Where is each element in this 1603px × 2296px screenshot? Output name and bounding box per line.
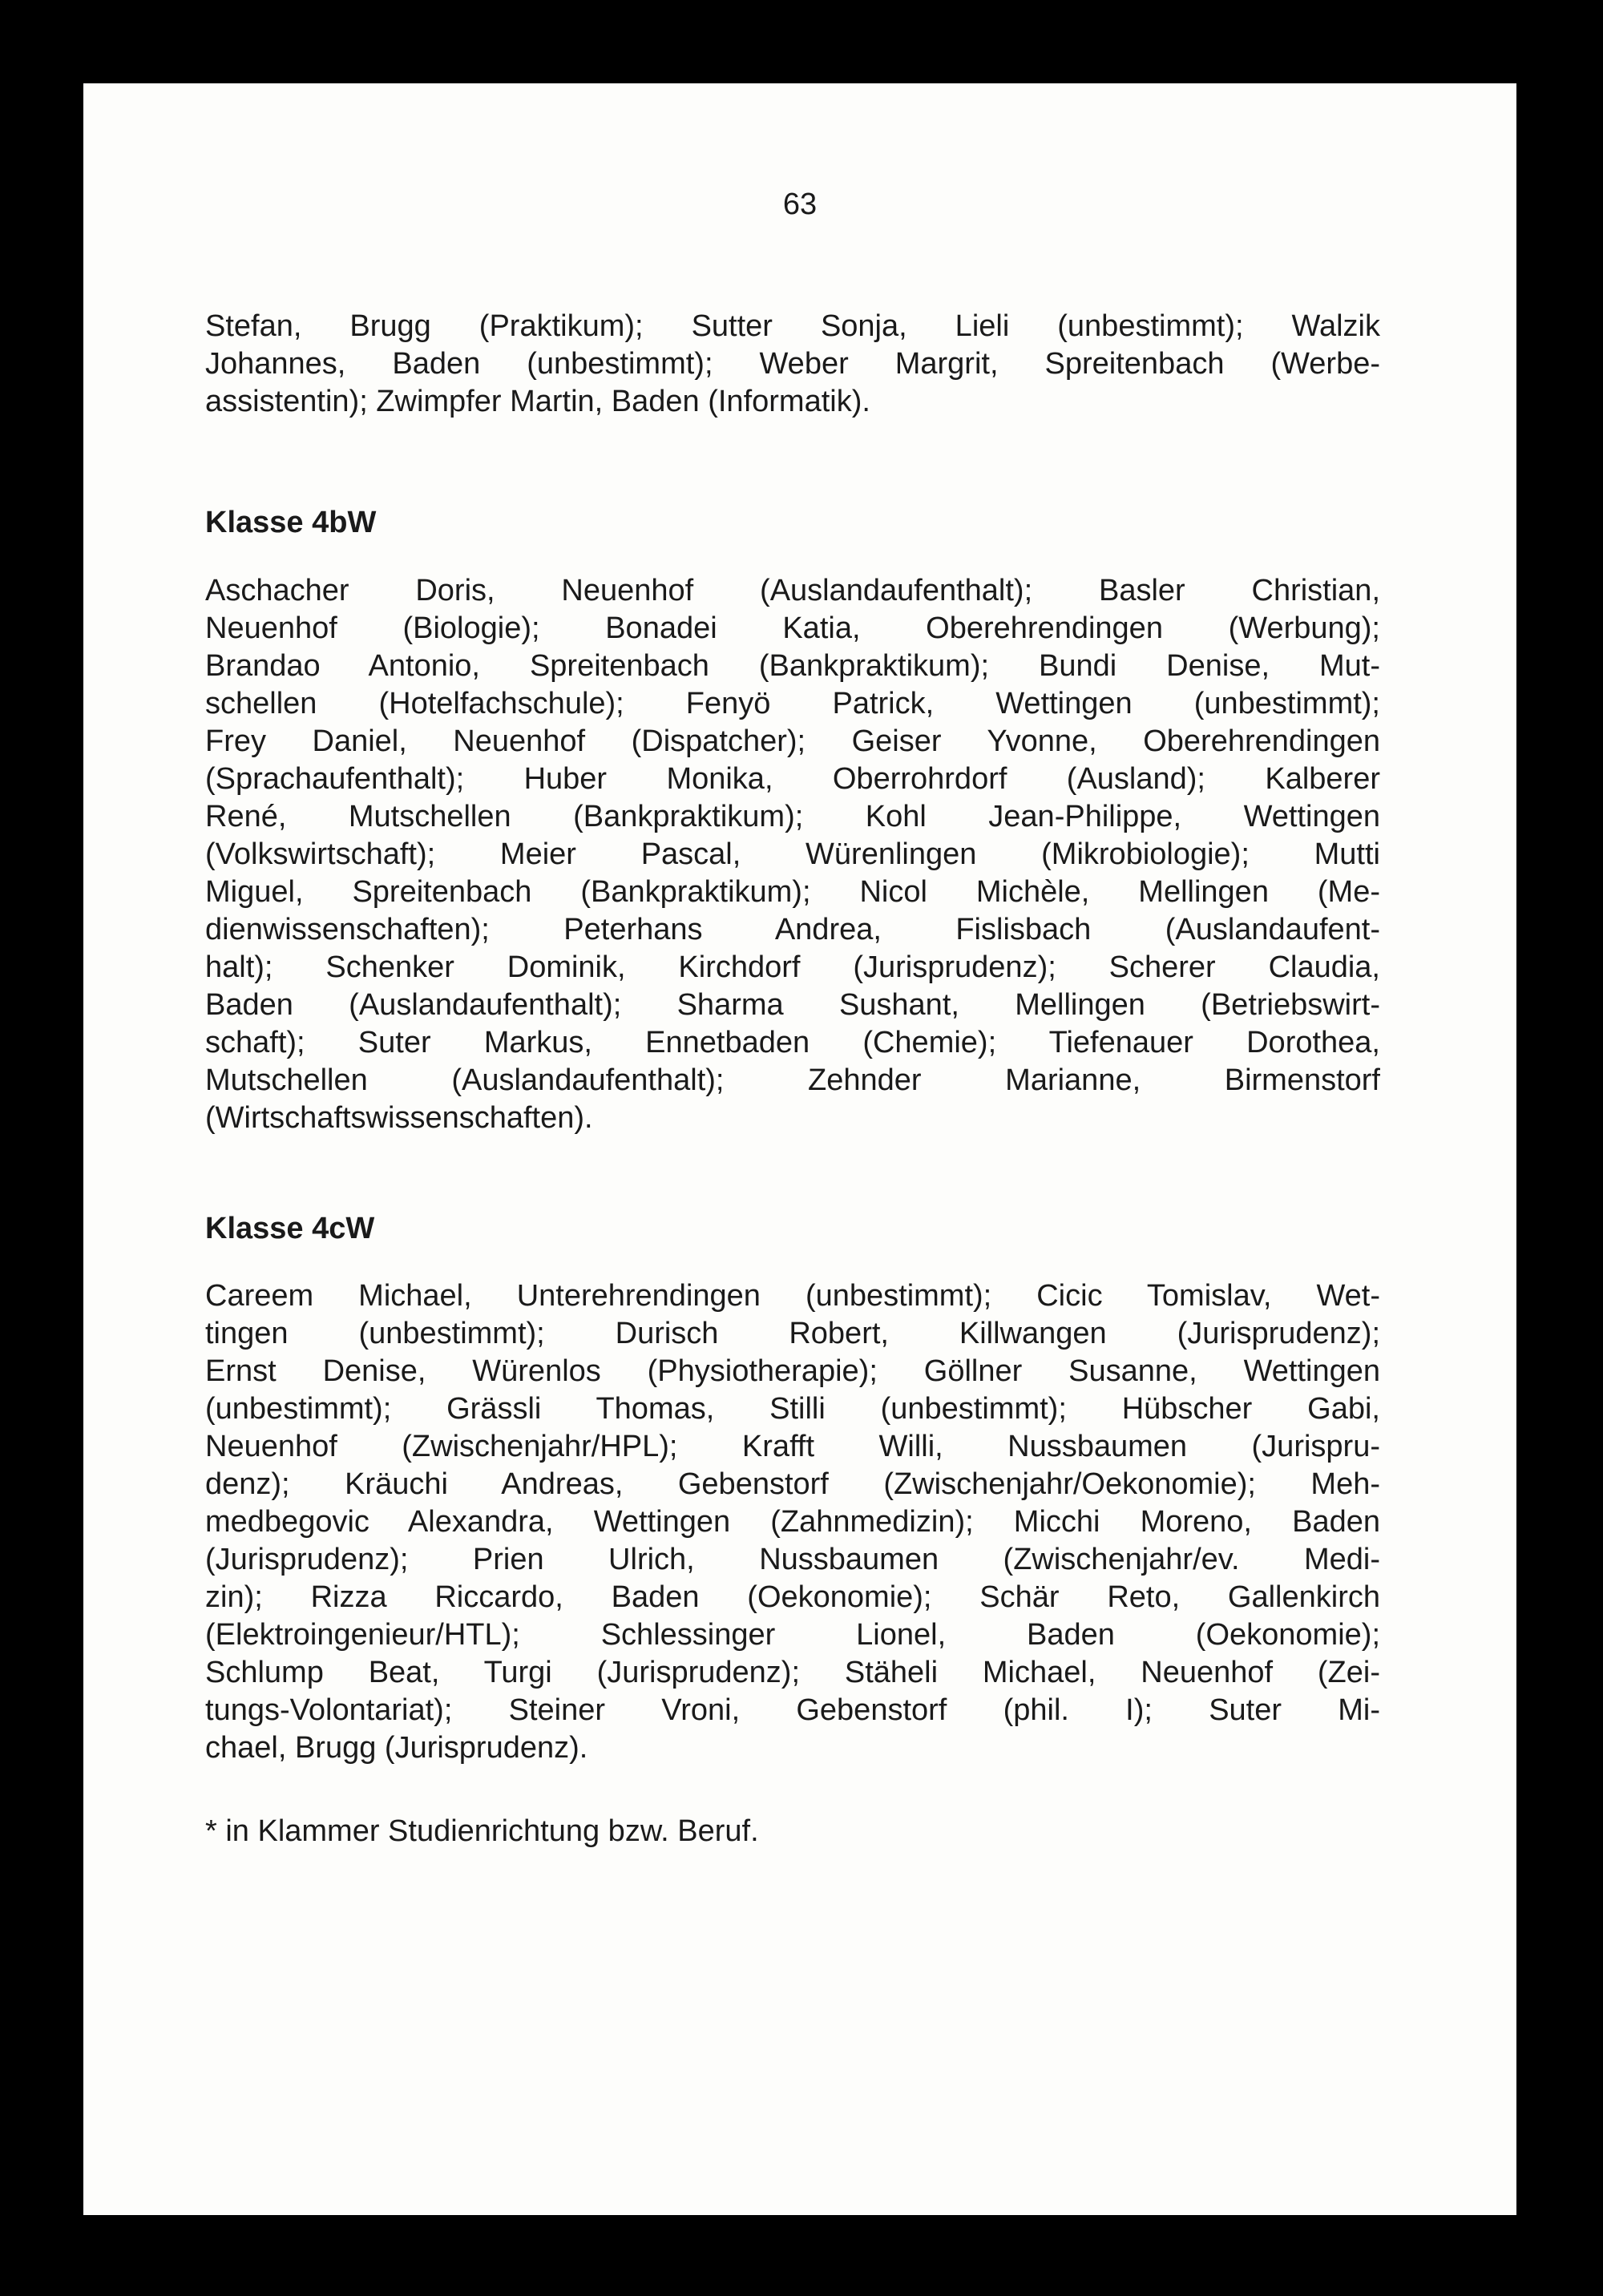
section-4bw-paragraph	[205, 572, 1380, 1137]
text-line: Schlump Beat, Turgi (Jurisprudenz); Stäheli Michael, Neuenhof (Zei-	[205, 1656, 1380, 1689]
text-line: dienwissenschaften); Peterhans Andrea, Fislisbach (Auslandaufent-	[205, 913, 1380, 946]
text-line: zin); Rizza Riccardo, Baden (Oekonomie); Schär Reto, Gallenkirch	[205, 1580, 1380, 1614]
text-line: assistentin); Zwimpfer Martin, Baden (Informatik).	[205, 385, 870, 418]
section-heading-4bw: Klasse 4bW	[205, 506, 377, 539]
text-line: medbegovic Alexandra, Wettingen (Zahnmedizin); Micchi Moreno, Baden	[205, 1505, 1380, 1539]
text-line: denz); Kräuchi Andreas, Gebenstorf (Zwischenjahr/Oekonomie); Meh-	[205, 1467, 1380, 1501]
text-line: (unbestimmt); Grässli Thomas, Stilli (unbestimmt); Hübscher Gabi,	[205, 1392, 1380, 1426]
section-4cw-paragraph	[205, 1277, 1380, 1767]
text-line: Stefan, Brugg (Praktikum); Sutter Sonja, Lieli (unbestimmt); Walzik	[205, 309, 1380, 343]
text-line: Ernst Denise, Würenlos (Physiotherapie); Göllner Susanne, Wettingen	[205, 1354, 1380, 1388]
footnote-text: * in Klammer Studienrichtung bzw. Beruf.	[205, 1814, 759, 1848]
text-line: (Volkswirtschaft); Meier Pascal, Würenlingen (Mikrobiologie); Mutti	[205, 837, 1380, 871]
page-number: 63	[782, 188, 818, 221]
text-line: Baden (Auslandaufenthalt); Sharma Sushant, Mellingen (Betriebswirt-	[205, 988, 1380, 1022]
section-heading-4cw: Klasse 4cW	[205, 1212, 375, 1245]
text-line: Miguel, Spreitenbach (Bankpraktikum); Nicol Michèle, Mellingen (Me-	[205, 875, 1380, 909]
text-line: schaft); Suter Markus, Ennetbaden (Chemie); Tiefenauer Dorothea,	[205, 1026, 1380, 1059]
text-line: René, Mutschellen (Bankpraktikum); Kohl Jean-Philippe, Wettingen	[205, 800, 1380, 833]
text-line: Frey Daniel, Neuenhof (Dispatcher); Geiser Yvonne, Oberehrendingen	[205, 724, 1380, 758]
text-line: schellen (Hotelfachschule); Fenyö Patrick, Wettingen (unbestimmt);	[205, 687, 1380, 720]
text-line: chael, Brugg (Jurisprudenz).	[205, 1731, 588, 1765]
text-line: (Jurisprudenz); Prien Ulrich, Nussbaumen (Zwischenjahr/ev. Medi-	[205, 1543, 1380, 1576]
text-line: halt); Schenker Dominik, Kirchdorf (Jurisprudenz); Scherer Claudia,	[205, 950, 1380, 984]
text-line: Brandao Antonio, Spreitenbach (Bankpraktikum); Bundi Denise, Mut-	[205, 649, 1380, 683]
footnote	[205, 1813, 1380, 1850]
text-line: Neuenhof (Zwischenjahr/HPL); Krafft Willi, Nussbaumen (Jurispru-	[205, 1430, 1380, 1463]
text-line: Aschacher Doris, Neuenhof (Auslandaufenthalt); Basler Christian,	[205, 574, 1380, 607]
text-line: (Elektroingenieur/HTL); Schlessinger Lionel, Baden (Oekonomie);	[205, 1618, 1380, 1652]
text-line: Careem Michael, Unterehrendingen (unbestimmt); Cicic Tomislav, Wet-	[205, 1279, 1380, 1313]
text-line: (Wirtschaftswissenschaften).	[205, 1101, 593, 1135]
text-line: tungs-Volontariat); Steiner Vroni, Gebenstorf (phil. I); Suter Mi-	[205, 1693, 1380, 1727]
text-line: tingen (unbestimmt); Durisch Robert, Killwangen (Jurisprudenz);	[205, 1317, 1380, 1350]
text-line: (Sprachaufenthalt); Huber Monika, Oberrohrdorf (Ausland); Kalberer	[205, 762, 1380, 796]
document-page	[83, 83, 1516, 2215]
text-line: Johannes, Baden (unbestimmt); Weber Margrit, Spreitenbach (Werbe-	[205, 347, 1380, 381]
text-line: Mutschellen (Auslandaufenthalt); Zehnder Marianne, Birmenstorf	[205, 1063, 1380, 1097]
intro-paragraph	[205, 308, 1380, 421]
text-line: Neuenhof (Biologie); Bonadei Katia, Oberehrendingen (Werbung);	[205, 611, 1380, 645]
